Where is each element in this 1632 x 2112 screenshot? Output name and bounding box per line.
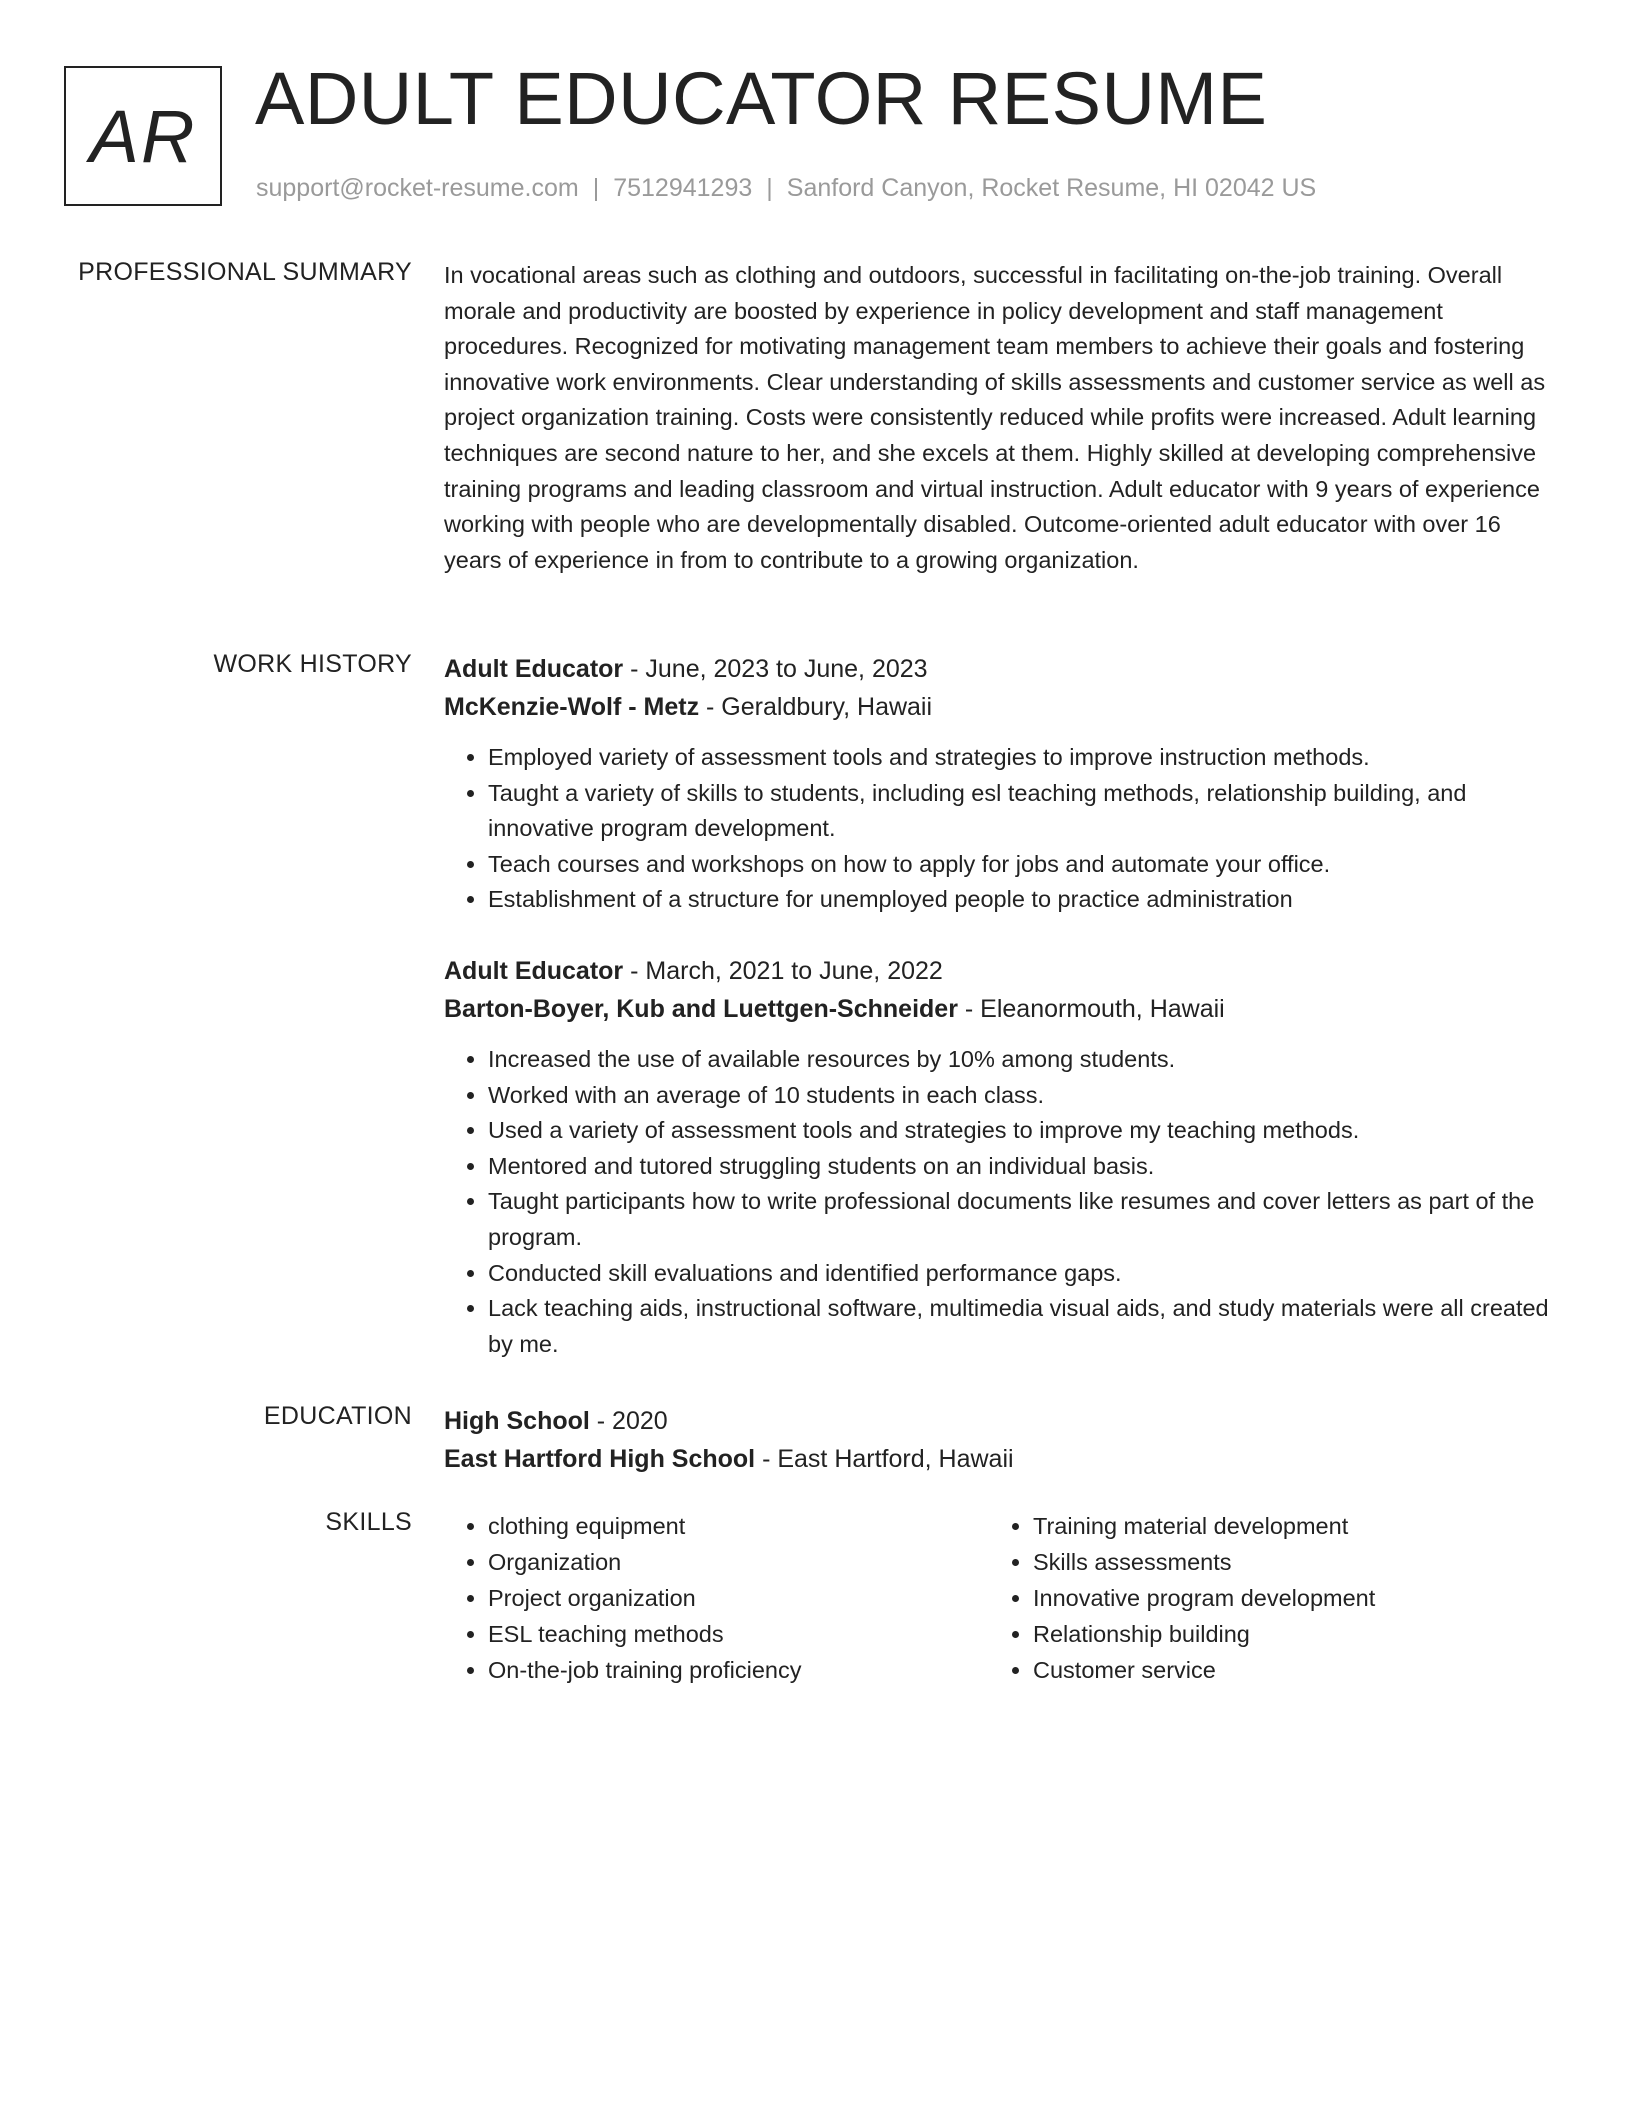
skill-item: • ESL teaching methods [488, 1616, 989, 1652]
contact-separator: | [592, 174, 600, 202]
employer-name: Barton-Boyer, Kub and Luettgen-Schneider [444, 994, 958, 1023]
skill-item: • On-the-job training proficiency [488, 1652, 989, 1688]
job-bullet: • Employed variety of assessment tools and strategies to improve instruction methods. [488, 740, 1554, 776]
contact-line [256, 174, 1316, 203]
skill-item: • Training material development [1033, 1508, 1534, 1544]
job-title-line [444, 650, 1554, 688]
job-bullet: • Conducted skill evaluations and identified performance gaps. [488, 1256, 1554, 1292]
skill-item: • Relationship building [1033, 1616, 1534, 1652]
job-bullet: • Used a variety of assessment tools and strategies to improve my teaching methods. [488, 1113, 1554, 1149]
summary-text: In vocational areas such as clothing and outdoors, successful in facilitating on-the-job training. Overall morale and productivity are boosted by experience in policy development and staff management procedures. Recognized for motivating management team members to achieve their goals and fostering innovative work environments. Clear understanding of skills assessments and customer service as well as project organization training. Costs were consistently reduced while profits were increased. Adult learning techniques are second nature to her, and she excels at them. Highly skilled at developing comprehensive training programs and leading classroom and virtual instruction. Adult educator with 9 years of experience working with people who are developmentally disabled. Outcome-oriented adult educator with over 16 years of experience in from to contribute to a growing organization. [444, 262, 1546, 573]
job-dates: - June, 2023 to June, 2023 [623, 655, 928, 683]
monogram-box [64, 66, 222, 206]
skills-heading: SKILLS [325, 1508, 412, 1536]
degree-line [444, 1402, 1554, 1440]
skill-item: • Project organization [488, 1580, 989, 1616]
contact-separator: | [766, 174, 773, 202]
job-bullet: • Increased the use of available resources by 10% among students. [488, 1042, 1554, 1078]
job-bullet: • Lack teaching aids, instructional software, multimedia visual aids, and study materials were all created by me. [488, 1291, 1554, 1362]
school-line [444, 1440, 1554, 1478]
job-title: Adult Educator [444, 655, 624, 683]
skill-item: • Organization [488, 1544, 989, 1580]
contact-phone[interactable]: 7512941293 [613, 174, 753, 202]
summary-heading: PROFESSIONAL SUMMARY [78, 258, 412, 286]
education-body [444, 1402, 1554, 1478]
job-bullets [444, 1042, 1554, 1362]
job-title-line [444, 952, 1554, 990]
job-dates: - March, 2021 to June, 2022 [623, 956, 943, 985]
contact-address: Sanford Canyon, Rocket Resume, HI 02042 US [786, 174, 1317, 202]
employer-location: - Geraldbury, Hawaii [699, 693, 933, 721]
job-bullet: • Teach courses and workshops on how to apply for jobs and automate your office. [488, 847, 1554, 883]
school-location: - East Hartford, Hawaii [755, 1445, 1014, 1473]
job-bullet: • Worked with an average of 10 students in each class. [488, 1078, 1554, 1114]
education-year: - 2020 [589, 1407, 668, 1435]
job-entry [444, 952, 1554, 1362]
skill-item: • Skills assessments [1033, 1544, 1534, 1580]
skill-item: • clothing equipment [488, 1508, 989, 1544]
school-name: East Hartford High School [444, 1445, 756, 1473]
resume-title: ADULT EDUCATOR RESUME [255, 57, 1268, 140]
job-bullet: • Taught a variety of skills to students, including esl teaching methods, relationship building, and innovative program development. [488, 776, 1554, 847]
work-history-body [444, 650, 1554, 1396]
job-bullet: • Mentored and tutored struggling students on an individual basis. [488, 1149, 1554, 1185]
skills-body [444, 1508, 1554, 1688]
employer-line [444, 688, 1554, 726]
skills-list-right [989, 1508, 1534, 1688]
degree: High School [444, 1407, 590, 1435]
skill-item: • Innovative program development [1033, 1580, 1534, 1616]
skill-item: • Customer service [1033, 1652, 1534, 1688]
job-bullet: • Establishment of a structure for unemployed people to practice administration [488, 882, 1554, 918]
monogram-initials: AR [89, 94, 197, 178]
job-title: Adult Educator [444, 956, 624, 985]
summary-body [444, 258, 1554, 578]
contact-email[interactable]: support@rocket-resume.com [256, 174, 579, 202]
education-heading: EDUCATION [263, 1402, 412, 1430]
job-entry [444, 650, 1554, 918]
job-bullets [444, 740, 1554, 918]
work-history-heading: WORK HISTORY [213, 650, 412, 678]
employer-location: - Eleanormouth, Hawaii [957, 994, 1225, 1023]
skills-list-left [444, 1508, 989, 1688]
job-bullet: • Taught participants how to write professional documents like resumes and cover letters as part of the program. [488, 1184, 1554, 1255]
employer-line [444, 990, 1554, 1028]
employer-name: McKenzie-Wolf - Metz [444, 693, 700, 721]
